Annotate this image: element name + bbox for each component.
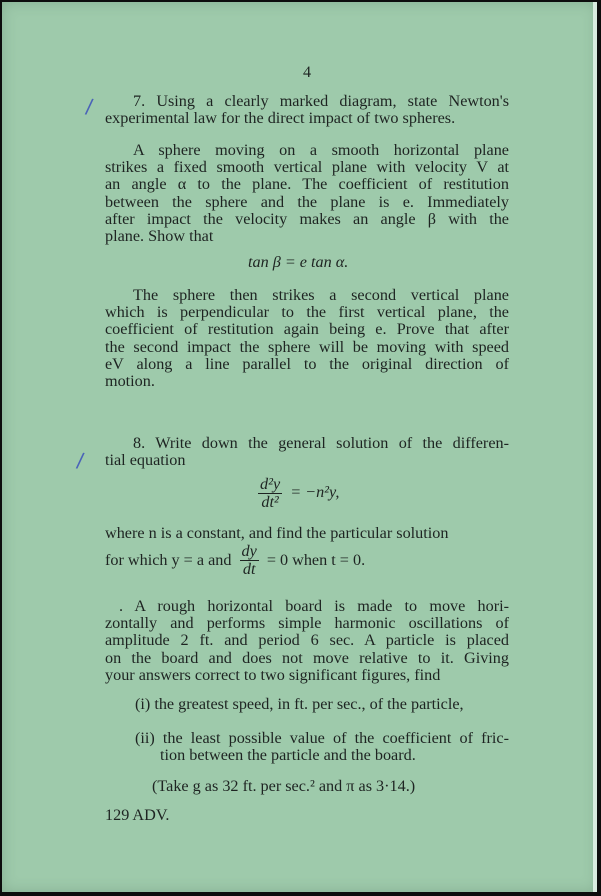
- q7-p3-line: coefficient of restitution again being e. Prove that after: [105, 320, 509, 339]
- q8-differential-equation: [258, 476, 339, 511]
- q8-p2-line: on the board and does not move relative to it. Giving: [105, 648, 509, 667]
- q7-p3-line: which is perpendicular to the first vertical plane, the: [105, 303, 509, 322]
- q7-p3-line: eV along a line parallel to the original direction of: [105, 354, 509, 373]
- q7-p3-line: motion.: [105, 372, 155, 391]
- q8-cond-post: = 0 when t = 0.: [266, 550, 366, 569]
- q8-part-ii-line-2: tion between the particle and the board.: [160, 746, 416, 765]
- q7-p2-line: A sphere moving on a smooth horizontal plane: [133, 141, 509, 159]
- q8-eq-denominator: dt²: [261, 493, 279, 511]
- q8-p2-line: . A rough horizontal board is made to move hori-: [119, 597, 509, 615]
- q7-p2-line: after impact the velocity makes an angle β with the: [105, 209, 509, 228]
- q8-eq-numerator: d²y: [260, 475, 281, 493]
- q7-p2-line: between the sphere and the plane is e. Immediately: [105, 192, 509, 211]
- q7-p3-line: The sphere then strikes a second vertical plane: [133, 286, 509, 304]
- q8-eq-fraction: [258, 476, 282, 511]
- q7-p3-line: the second impact the sphere will be moving with speed: [105, 337, 509, 356]
- q7-intro-line-1: 7. Using a clearly marked diagram, state Newton's: [133, 92, 509, 110]
- margin-check-mark-q7: /: [84, 93, 95, 119]
- q8-p2-line: amplitude 2 ft. and period 6 sec. A particle is placed: [105, 631, 509, 650]
- q7-paragraph-3: [105, 287, 509, 390]
- q8-p2-line: zontally and performs simple harmonic oscillations of: [105, 614, 509, 633]
- q8-take-note: (Take g as 32 ft. per sec.² and π as 3·14.): [152, 777, 416, 795]
- q8-p2-line: your answers correct to two significant figures, find: [105, 665, 441, 684]
- q8-where-line: where n is a constant, and find the particular solution: [105, 524, 449, 542]
- q7-p2-line: an angle α to the plane. The coefficient of restitution: [105, 175, 509, 194]
- q8-part-i: (i) the greatest speed, in ft. per sec., of the particle,: [135, 695, 464, 713]
- footer-paper-code: 129 ADV.: [105, 806, 170, 824]
- q8-cond-pre: for which y = a and: [105, 550, 232, 569]
- q8-cond-fraction: [240, 543, 259, 578]
- q7-p2-line: strikes a fixed smooth vertical plane with velocity V at: [105, 158, 509, 177]
- q8-part-ii: [135, 730, 509, 764]
- q7-paragraph-2: [105, 142, 509, 245]
- page-number: 4: [303, 63, 312, 81]
- q8-part-ii-line-1: (ii) the least possible value of the coefficient of fric-: [135, 729, 509, 747]
- q7-p2-line: plane. Show that: [105, 227, 214, 246]
- q7-intro-line-2: experimental law for the direct impact of two spheres.: [105, 109, 456, 128]
- q8-paragraph-2: [105, 598, 509, 684]
- margin-check-mark-q8: /: [75, 447, 86, 473]
- q8-cond-denominator: dt: [242, 560, 256, 578]
- q8-cond-numerator: dy: [241, 542, 257, 560]
- q8-eq-rhs: = −n²y,: [290, 483, 340, 502]
- q7-equation: tan β = e tan α.: [248, 253, 349, 271]
- q8-intro-line-1: 8. Write down the general solution of the differen-: [133, 434, 509, 452]
- q8-initial-conditions: [105, 543, 365, 578]
- q7-intro: [105, 93, 509, 127]
- q8-intro-line-2: tial equation: [105, 451, 186, 470]
- exam-page: [2, 2, 597, 892]
- q8-intro: [105, 435, 509, 469]
